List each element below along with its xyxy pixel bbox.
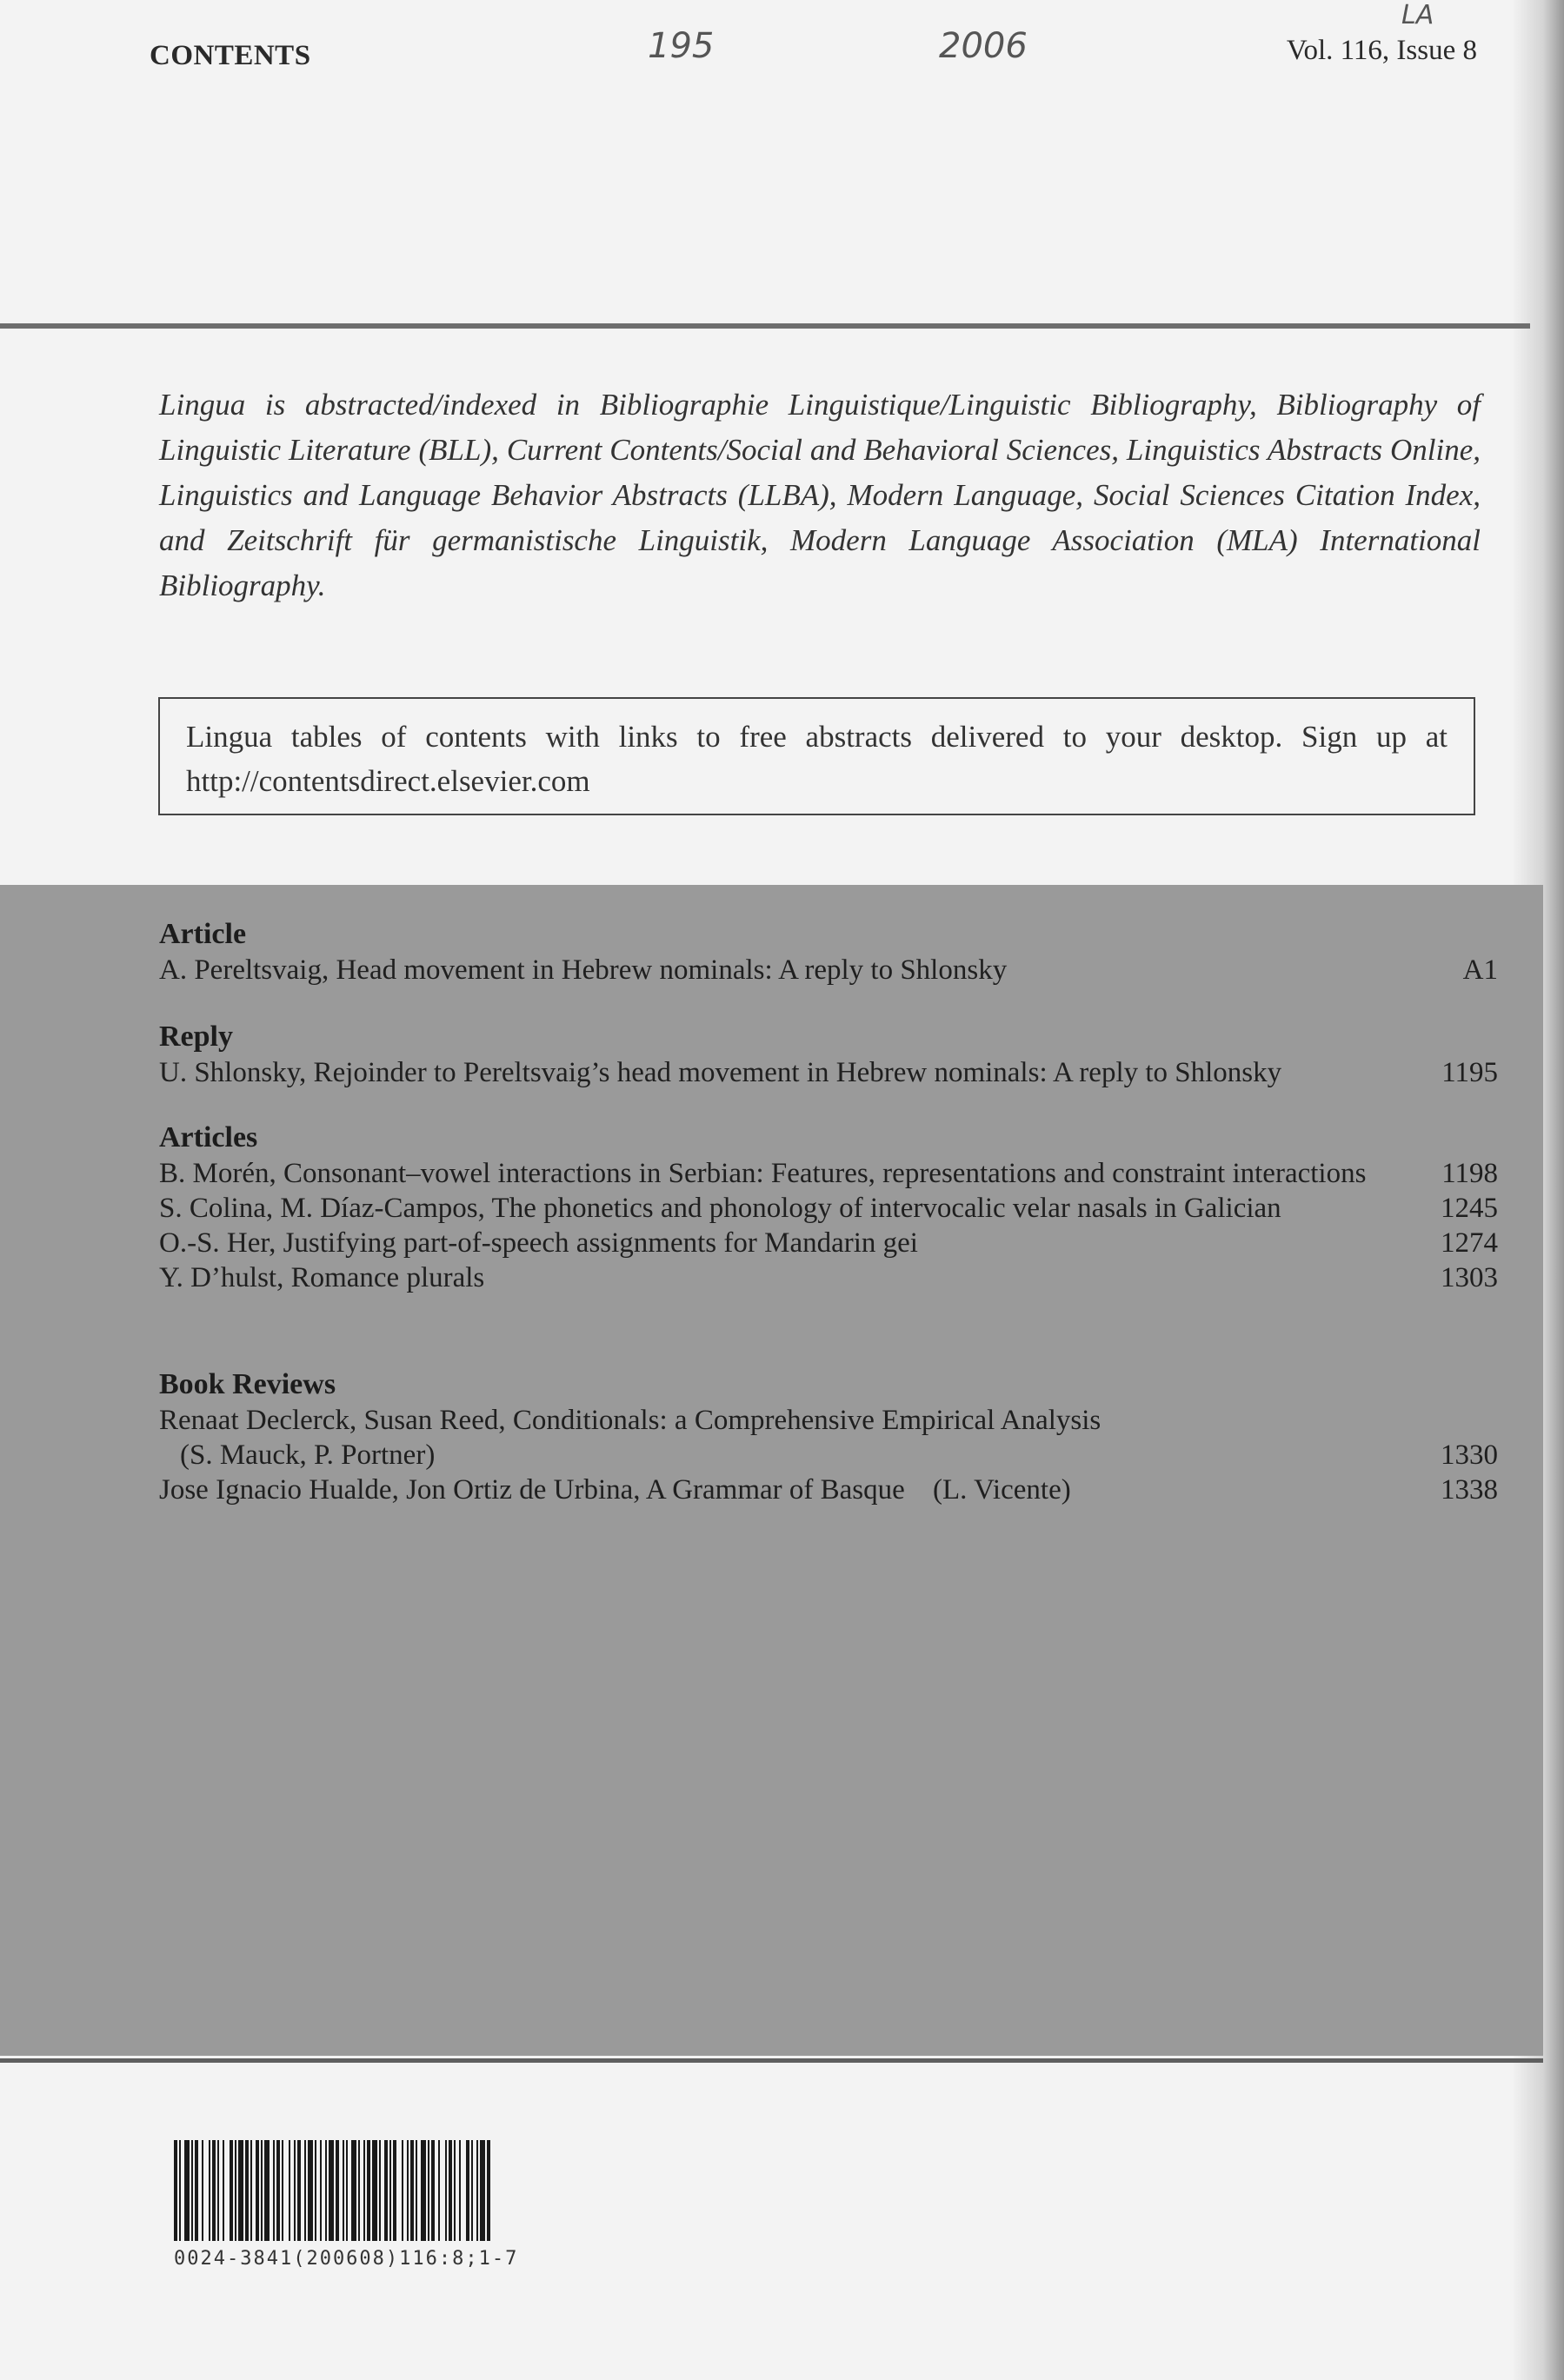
section-heading: Reply [159,1020,233,1053]
page-number: 1303 [1441,1262,1498,1293]
barcode-bar [174,2140,177,2241]
barcode-bar [212,2140,216,2241]
barcode-bar [245,2140,249,2241]
barcode-bar [431,2140,435,2241]
barcode-bar [363,2140,365,2241]
barcode-bar [402,2140,403,2241]
barcode-bar [202,2140,203,2241]
entry-title: U. Shlonsky, Rejoinder to Pereltsvaig’s head movement in Hebrew nominals: A reply to Shlonsky [159,1057,1282,1088]
toc-entry [159,1055,1498,1090]
barcode-bar [209,2140,210,2241]
reviewer: (S. Mauck, P. Portner) [180,1439,436,1471]
barcode-bar [320,2140,322,2241]
page-number: 1274 [1441,1227,1498,1259]
barcode-bar [273,2140,275,2241]
divider [0,323,1530,329]
page-number: A1 [1462,954,1498,986]
barcode-bar [466,2140,469,2241]
section-article [159,916,1498,987]
entry-title: B. Morén, Consonant–vowel interactions in Serbian: Features, representations and constraint interactions [159,1158,1367,1189]
barcode-bar [336,2140,339,2241]
toc-entry [159,1473,1498,1507]
page-number: 1330 [1441,1439,1498,1471]
handwritten-note: LA [1401,0,1434,30]
toc-notice-box: Lingua tables of contents with links to free abstracts delivered to your desktop. Sign up at http://contentsdirect.elsevier.com [158,697,1475,815]
barcode-bar [351,2140,356,2241]
barcode-bar [195,2140,198,2241]
barcode-bar [294,2140,296,2241]
entry-title: S. Colina, M. Díaz-Campos, The phonetics and phonology of intervocalic velar nasals in Galician [159,1193,1281,1224]
reviewer: (L. Vicente) [933,1474,1071,1506]
toc-entry [159,1403,1498,1473]
barcode-bar [235,2140,236,2241]
barcode-bar [389,2140,391,2241]
barcode-bar [367,2140,370,2241]
section-reply [159,1019,1498,1090]
divider [0,2058,1543,2063]
barcode-bar [480,2140,485,2241]
barcode-bar [297,2140,301,2241]
toc-entry [159,953,1498,987]
barcode-bar [445,2140,447,2241]
toc-entry [159,1226,1498,1260]
barcode-bar [471,2140,473,2241]
barcode-bar [454,2140,456,2241]
handwritten-note: 2006 [939,26,1028,66]
barcode-bar [487,2140,490,2241]
barcode-bar [459,2140,461,2241]
barcode-bar [393,2140,396,2241]
section-heading: Article [159,918,247,950]
barcode-bar [428,2140,429,2241]
toc-entry [159,1260,1498,1295]
page-number: 1245 [1441,1193,1498,1224]
entry-title: Renaat Declerck, Susan Reed, Conditionals: a Comprehensive Empirical Analysis [159,1405,1101,1436]
entry-title: Y. D’hulst, Romance plurals [159,1262,485,1293]
page-number: 1195 [1441,1057,1498,1088]
barcode-bar [325,2140,327,2241]
barcode-bar [217,2140,219,2241]
barcode-bar [191,2140,193,2241]
entry-title: O.-S. Her, Justifying part-of-speech assignments for Mandarin gei [159,1227,918,1259]
barcode-bar [230,2140,233,2241]
barcode-bar [304,2140,306,2241]
barcode-bar [276,2140,280,2241]
barcode-bar [372,2140,377,2241]
entry-title: A. Pereltsvaig, Head movement in Hebrew nominals: A reply to Shlonsky [159,954,1008,986]
handwritten-note: 195 [648,26,715,66]
section-articles [159,1120,1498,1295]
barcode-bar [358,2140,360,2241]
barcode-bar [346,2140,348,2241]
barcode-bar [289,2140,290,2241]
barcode-bar [384,2140,388,2241]
barcode-bar [476,2140,478,2241]
barcode-bar [343,2140,344,2241]
barcode [174,2140,650,2241]
page-number: 1198 [1441,1158,1498,1189]
section-heading: Book Reviews [159,1368,336,1400]
barcode-bar [223,2140,224,2241]
barcode-bar [250,2140,252,2241]
barcode-bar [282,2140,283,2241]
page-header-title: CONTENTS [150,40,311,71]
barcode-bar [315,2140,316,2241]
barcode-bar [329,2140,334,2241]
barcode-bar [238,2140,243,2241]
entry-title: Jose Ignacio Hualde, Jon Ortiz de Urbina, A Grammar of Basque [159,1474,905,1506]
barcode-bar [264,2140,270,2241]
volume-issue: Vol. 116, Issue 8 [1286,35,1477,66]
barcode-bar [449,2140,452,2241]
page-number: 1338 [1441,1474,1498,1506]
barcode-bar [416,2140,417,2241]
barcode-bar [438,2140,440,2241]
barcode-bar [410,2140,414,2241]
toc-entry [159,1156,1498,1191]
section-heading: Articles [159,1121,258,1153]
barcode-bar [308,2140,313,2241]
barcode-bar [261,2140,263,2241]
indexing-note: Lingua is abstracted/indexed in Bibliographie Linguistique/Linguistic Bibliography, Bibliography of Linguistic Literature (BLL), Current Contents/Social and Behavioral Sciences, Linguistics Abstracts Online, Linguistics and Language Behavior Abstracts (LLBA), Modern Language, Social Sciences Citation Index, and Zeitschrift für germanistische Linguistik, Modern Language Association (MLA) International Bibliography. [159,388,1481,602]
barcode-bar [256,2140,259,2241]
section-book-reviews [159,1366,1498,1507]
barcode-bar [407,2140,409,2241]
barcode-bar [421,2140,426,2241]
toc-entry [159,1191,1498,1226]
barcode-bar [184,2140,190,2241]
barcode-bar [379,2140,381,2241]
barcode-bar [179,2140,181,2241]
barcode-number: 0024-3841(200608)116:8;1-7 [174,2248,519,2270]
